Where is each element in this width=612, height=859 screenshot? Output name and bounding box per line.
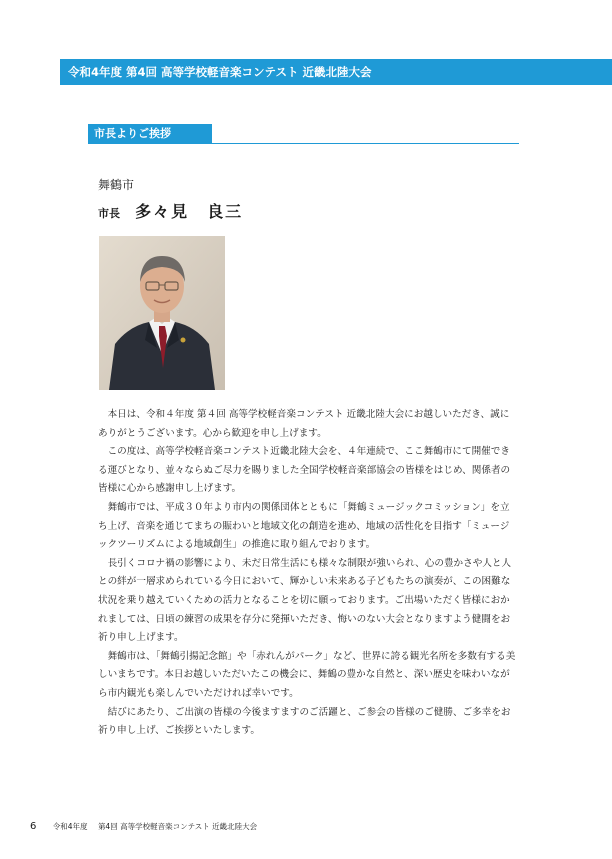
paragraph: 結びにあたり、ご出演の皆様の今後ますますのご活躍と、ご参会の皆様のご健勝、ご多幸をお祈り申し上げ、ご挨拶といたします。 — [98, 706, 511, 737]
portrait-photo-icon — [99, 236, 225, 390]
author-city: 舞鶴市 — [98, 178, 135, 192]
greeting-body — [98, 406, 518, 741]
page-number: 6 — [30, 821, 37, 832]
paragraph: 舞鶴市は、「舞鶴引揚記念館」や「赤れんがパーク」など、世界に誇る観光名所を多数有する美しいまちです。本日お越しいただいたこの機会に、舞鶴の豊かな自然と、深い歴史を味わいながら市内観光も楽しんでいただければ幸いです。 — [98, 650, 516, 699]
page-header-bar — [60, 59, 612, 85]
paragraph: 本日は、令和４年度 第４回 高等学校軽音楽コンテスト 近畿北陸大会にお越しいただき、誠にありがとうございます。心から歓迎を申し上げます。 — [98, 409, 510, 439]
paragraph: この度は、高等学校軽音楽コンテスト近畿北陸大会を、４年連続で、ここ舞鶴市にて開催できる運びとなり、並々ならぬご尽力を賜りました全国学校軽音楽部協会の皆様をはじめ、関係者の皆様に心から感謝申し上げます。 — [98, 446, 511, 495]
author-name: 多々見 良三 — [135, 202, 244, 221]
author-title-line — [98, 199, 243, 222]
paragraph: 長引くコロナ禍の影響により、未だ日常生活にも様々な制限が強いられ、心の豊かさや人と人との絆が一層求められている今日において、輝かしい未来ある子どもたちの演奏が、この困難な状況を乗り越えていくための活力となることを切に願っております。ご出場いただく皆様におかれましては、日頃の練習の成果を存分に発揮いただき、悔いのない大会となりますよう健闘をお祈り申し上げます。 — [98, 557, 512, 644]
author-role: 市長 — [98, 207, 120, 220]
section-heading-label: 市長よりご挨拶 — [94, 127, 171, 140]
section-divider — [212, 143, 519, 144]
footer-event: 第4回 高等学校軽音楽コンテスト 近畿北陸大会 — [97, 822, 258, 831]
page-footer — [30, 821, 257, 832]
paragraph: 舞鶴市では、平成３０年より市内の関係団体とともに「舞鶴ミュージックコミッション」を立ち上げ、音楽を通じてまちの賑わいと地域文化の創造を進め、地域の活性化を目指す「ミュージックツーリズムによる地域創生」の推進に取り組んでおります。 — [98, 501, 510, 551]
footer-era: 令和4年度 — [52, 822, 88, 831]
section-heading — [88, 124, 212, 144]
header-title: 令和4年度 第4回 高等学校軽音楽コンテスト 近畿北陸大会 — [68, 65, 372, 79]
